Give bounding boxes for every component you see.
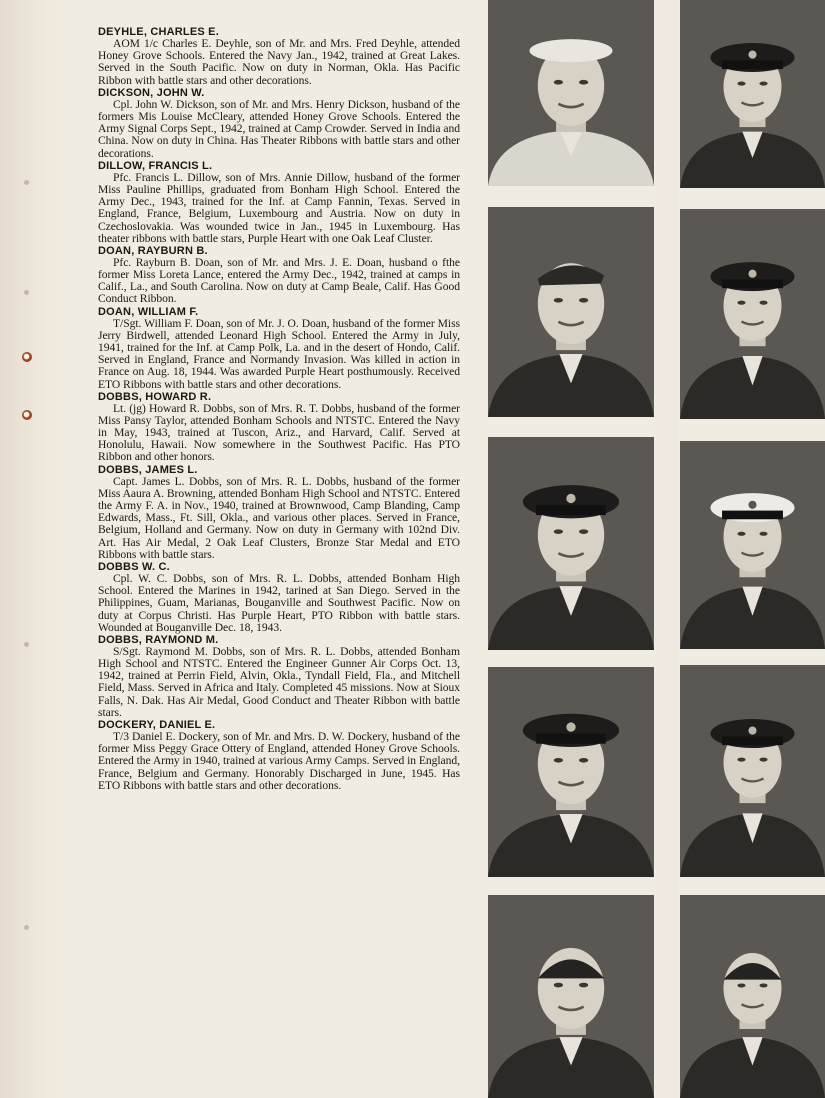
service-record-text: T/3 Daniel E. Dockery, son of Mr. and Mrs. D. W. Dockery, husband of the former Miss Peggy Grace Ottery of England, attended Honey Grove Schools. Entered the Army in 1940, trained at various Army Camps. Served in England, France, Belgium and Germany. Honorably Discharged in June, 1945. Has ETO Ribbons with battle stars and other decorations. (98, 730, 460, 792)
service-record-entry (98, 391, 460, 464)
paper-speck (24, 925, 29, 930)
service-record-entry (98, 87, 460, 160)
serviceman-portrait-photo (488, 895, 654, 1098)
binder-hole (22, 352, 32, 362)
service-record-text: AOM 1/c Charles E. Deyhle, son of Mr. and Mrs. Fred Deyhle, attended Honey Grove Schools. Entered the Navy Jan., 1942, trained at Great Lakes. Served in the South Pacific. Now on duty in Norman, Okla. Has Pacific Ribbon with battle stars and other decorations. (98, 37, 460, 87)
service-record-entry (98, 26, 460, 87)
binder-hole (22, 410, 32, 420)
serviceman-name: DICKSON, JOHN W. (98, 86, 205, 99)
serviceman-portrait-photo (680, 441, 825, 649)
serviceman-portrait-photo (488, 0, 654, 186)
photo-column-left (488, 0, 654, 1098)
service-record-text: Cpl. W. C. Dobbs, son of Mrs. R. L. Dobbs, attended Bonham High School. Entered the Marines in 1942, tarined at San Diego. Served in the Philippines, Guam, Marianas, Bouganville and Southwest Pacific. Now on duty at Corpus Christi. Has Purple Heart, PTO Ribbon with battle stars. Wounded at Bouganville Dec. 18, 1943. (98, 572, 460, 634)
service-record-entry (98, 464, 460, 561)
serviceman-name: DOAN, RAYBURN B. (98, 244, 208, 257)
serviceman-name: DEYHLE, CHARLES E. (98, 26, 219, 38)
serviceman-name: DOBBS W. C. (98, 560, 170, 573)
service-record-text: Lt. (jg) Howard R. Dobbs, son of Mrs. R. T. Dobbs, husband of the former Miss Pansy Taylor, attended Bonham Schools and NTSTC. Entered the Navy in May, 1943, trained at Tuscon, Ariz., and Harvard, Calif. Served at Honolulu, Hawaii. Now somewhere in the Southwest Pacific. Has PTO Ribbon and other honors. (98, 401, 460, 464)
serviceman-name: DOCKERY, DANIEL E. (98, 718, 216, 731)
service-record-text: T/Sgt. William F. Doan, son of Mr. J. O. Doan, husband of the former Miss Jerry Birdwell, attended Leonard High School. Entered the Army in July, 1941, trained for the Inf. at Camp Polk, La. and in the desert of Hondo, Calif. Served in England, France and Normandy Invasion. Was killed in action in France on Aug. 18, 1944. Was awarded Purple Heart posthumously. Received ETO Ribbons with battle stars and other decorations. (98, 316, 460, 391)
service-record-text: S/Sgt. Raymond M. Dobbs, son of Mrs. R. L. Dobbs, attended Bonham High School and NTSTC. Entered the Engineer Gunner Air Corps Oct. 13, 1942, trained at Perrin Field, Alvin, Okla., Tyndall Field, Fla., and Mitchell Field, Mass. Served in Africa and Italy. Completed 45 missions. Now at Sioux Falls, N. Dak. Has Air Medal, Good Conduct and Theater Ribbon with battle stars. (98, 644, 460, 719)
photo-gutter (656, 0, 678, 1098)
paper-speck (24, 642, 29, 647)
service-record-text: Cpl. John W. Dickson, son of Mr. and Mrs. Henry Dickson, husband of the formers Mis Louise McCleary, attended Honey Grove Schools. Entered the Army Signal Corps Sept., 1942, trained at Camp Crowder. Served in India and China. Now on duty in China. Has Theater Ribbons with battle stars and other decorations. (98, 97, 460, 160)
service-record-entry (98, 634, 460, 719)
serviceman-portrait-photo (680, 895, 825, 1098)
service-record-text: Capt. James L. Dobbs, son of Mrs. R. L. Dobbs, husband of the former Miss Aaura A. Browning, attended Bonham High School and NTSTC. Entered the Army F. A. in Nov., 1940, trained at Brownwood, Camp Blanding, Camp Edwards, Mass., Ft. Sill, Okla., and various other places. Served in France, Belgium, Holland and Germany. Now on duty in Germany with 102nd Div. Art. Has Air Medal, 2 Oak Leaf Clusters, Bronze Star Medal and ETO Ribbons with battle stars. (98, 474, 460, 561)
service-record-entry (98, 245, 460, 306)
service-record-entry (98, 719, 460, 792)
serviceman-portrait-photo (680, 665, 825, 877)
serviceman-portrait-photo (488, 207, 654, 417)
serviceman-portrait-photo (680, 209, 825, 419)
service-record-entry (98, 160, 460, 245)
serviceman-name: DOBBS, JAMES L. (98, 463, 198, 476)
page-margin (0, 0, 78, 1098)
service-record-entry (98, 561, 460, 634)
paper-speck (24, 180, 29, 185)
serviceman-portrait-photo (488, 667, 654, 877)
service-record-text: Pfc. Francis L. Dillow, son of Mrs. Annie Dillow, husband of the former Miss Pauline Phillips, graduated from Bonham High School. Entered the Army Dec., 1943, trained for the Inf. at Camp Fannin, Texas. Served in England, France, Belgium, Luxembourg and Austria. Now on duty in Czechoslovakia. Was wounded twice in Jan., 1945 in Luxembourg. Has theater ribbons with battle stars, Purple Heart with one Oak Leaf Cluster. (98, 170, 460, 245)
service-record-text: Pfc. Rayburn B. Doan, son of Mr. and Mrs. J. E. Doan, husband o fthe former Miss Loreta Lance, entered the Army Dec., 1942, trained at camps in Calif., La., and South Carolina. Now on duty at Camp Beale, Calif. Has Good Conduct Ribbon. (98, 255, 460, 306)
paper-speck (24, 290, 29, 295)
serviceman-name: DILLOW, FRANCIS L. (98, 159, 213, 172)
roster-text-column (98, 26, 460, 792)
serviceman-portrait-photo (680, 0, 825, 188)
photo-column-right (680, 0, 825, 1098)
serviceman-name: DOAN, WILLIAM F. (98, 305, 199, 318)
serviceman-name: DOBBS, RAYMOND M. (98, 633, 219, 646)
serviceman-portrait-photo (488, 437, 654, 650)
serviceman-name: DOBBS, HOWARD R. (98, 390, 212, 403)
service-record-entry (98, 306, 460, 391)
